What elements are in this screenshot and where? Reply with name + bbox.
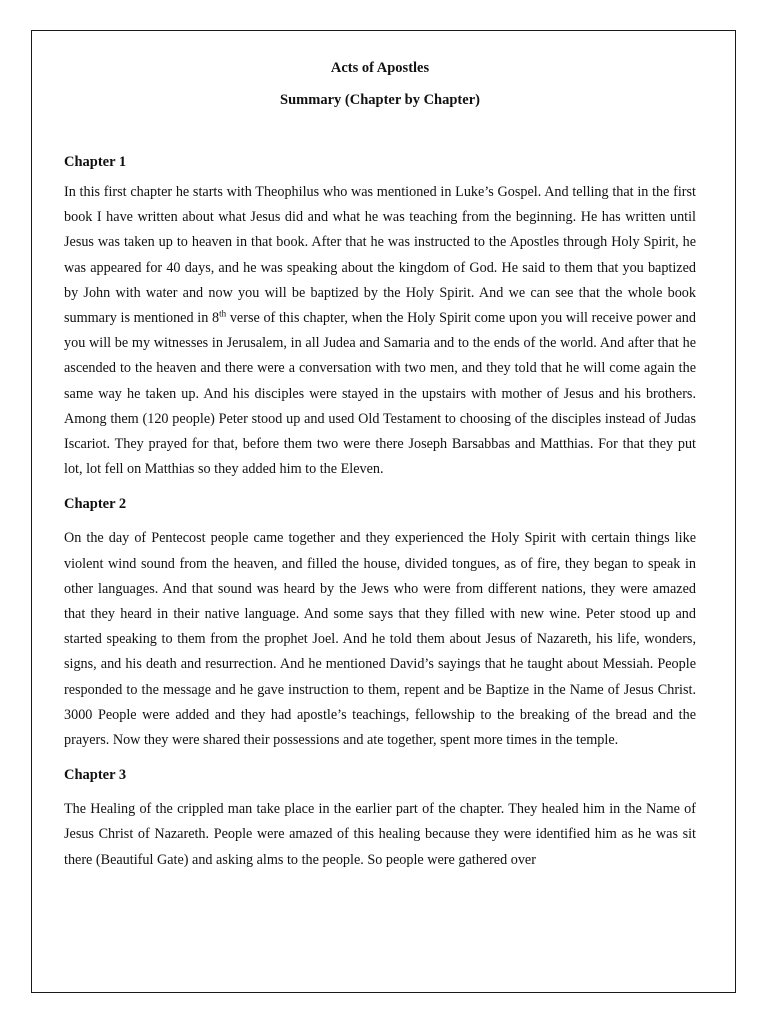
- document-subtitle: Summary (Chapter by Chapter): [280, 92, 480, 108]
- chapter-3-heading: Chapter 3: [64, 767, 127, 784]
- chapter-2-text: On the day of Pentecost people came together and they experienced the Holy Spirit with certain things like violent wind sound from the heaven, and filled the house, divided tongues, as of fire, they began to speak in other languages. And that sound was heard by the Jews who were from different nations, they were amazed that they heard in their native language. And some says that they filled with new wine. Peter stood up and started speaking to them from the prophet Joel. And he told them about Jesus of Nazareth, his life, wonders, signs, and his death and resurrection. And he mentioned David’s sayings that he taught about Messiah. People responded to the message and he gave instruction to them, repent and be Baptize in the Name of Jesus Christ. 3000 People were added and they had apostle’s teachings, fellowship to the breaking of the bread and the prayers. Now they were shared their possessions and ate together, spent more times in the temple.: [64, 530, 696, 749]
- chapter-3-text: The Healing of the crippled man take place in the earlier part of the chapter. They healed him in the Name of Jesus Christ of Nazareth. People were amazed of this healing because they were identified him as he was sit there (Beautiful Gate) and asking alms to the people. So people were gathered over: [64, 801, 696, 868]
- chapter-1-text-part1: In this first chapter he starts with Theophilus who was mentioned in Luke’s Gospel. And telling that in the first book I have written about what Jesus did and what he was teaching from the beginning. He has written until Jesus was taken up to heaven in that book. After that he was instructed to the Apostles through Holy Spirit, he was appeared for 40 days, and he was speaking about the kingdom of God. He said to them that you baptized by John with water and now you will be baptized by the Holy Spirit. And we can see that the whole book summary is mentioned in 8: [64, 184, 696, 327]
- document-body: [64, 58, 696, 873]
- chapter-1-text-part2: verse of this chapter, when the Holy Spirit come upon you will receive power and you will be my witnesses in Jerusalem, in all Judea and Samaria and to the ends of the world. And after that he ascended to the heaven and there were a conversation with two men, and they told that he will come again the same way he taken up. And his disciples were stayed in the upstairs with mother of Jesus and his brothers. Among them (120 people) Peter stood up and used Old Testament to choosing of the disciples instead of Judas Iscariot. They prayed for that, before them two were there Joseph Barsabbas and Matthias. For that they put lot, lot fell on Matthias so they added him to the Eleven.: [64, 310, 696, 478]
- chapter-2-heading: Chapter 2: [64, 496, 127, 513]
- chapter-1-superscript: th: [219, 308, 227, 319]
- document-title: Acts of Apostles: [330, 60, 430, 76]
- chapter-1-text: [64, 180, 696, 482]
- chapter-1-heading: Chapter 1: [64, 154, 127, 170]
